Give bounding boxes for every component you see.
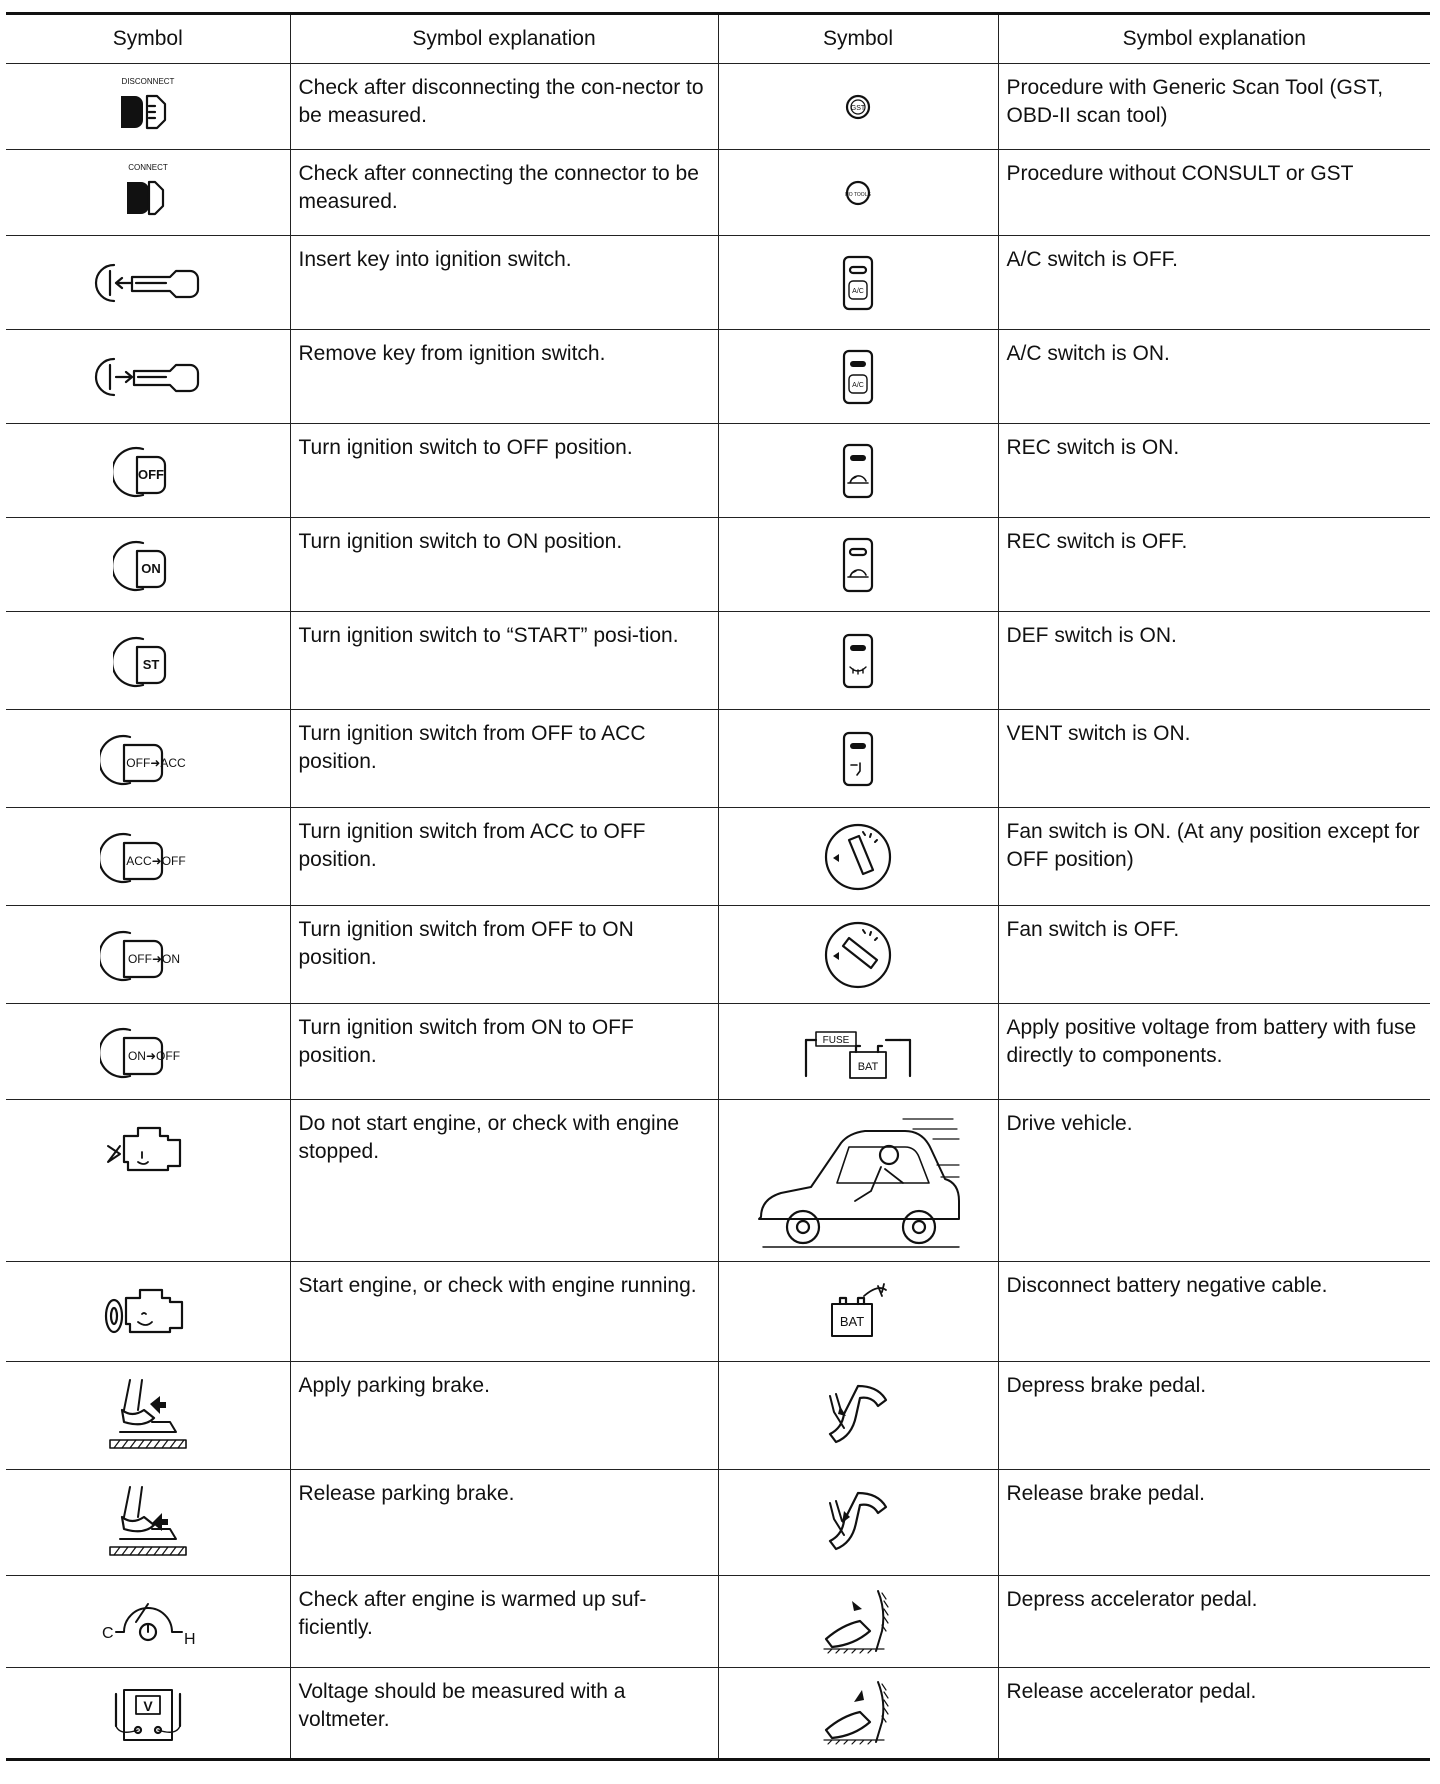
ac-switch-on-icon bbox=[838, 347, 878, 407]
symbol-cell bbox=[718, 1262, 998, 1362]
table-row bbox=[6, 1668, 1430, 1760]
explanation-cell: Check after disconnecting the con-nector to be measured. bbox=[290, 64, 718, 150]
table-row bbox=[6, 236, 1430, 330]
symbol-cell bbox=[718, 710, 998, 808]
explanation-cell: Turn ignition switch from ON to OFF position. bbox=[290, 1004, 718, 1100]
symbol-table-sheet bbox=[6, 12, 1430, 1774]
engine-stopped-icon bbox=[100, 1118, 196, 1178]
symbol-cell bbox=[6, 1470, 290, 1576]
explanation-cell: Voltage should be measured with a voltmeter. bbox=[290, 1668, 718, 1760]
symbol-cell bbox=[6, 1362, 290, 1470]
table-row bbox=[6, 1576, 1430, 1668]
drive-vehicle-icon bbox=[753, 1107, 963, 1255]
ignition-off-on-icon bbox=[100, 925, 196, 985]
symbol-cell bbox=[718, 1470, 998, 1576]
symbol-cell bbox=[718, 1668, 998, 1760]
explanation-cell: Fan switch is ON. (At any position except for OFF position) bbox=[998, 808, 1430, 906]
table-row bbox=[6, 64, 1430, 150]
symbol-cell bbox=[6, 1576, 290, 1668]
symbol-cell bbox=[718, 906, 998, 1004]
explanation-cell: Fan switch is OFF. bbox=[998, 906, 1430, 1004]
symbol-cell bbox=[718, 1576, 998, 1668]
explanation-cell: Turn ignition switch to “START” posi-tion. bbox=[290, 612, 718, 710]
symbol-cell bbox=[6, 612, 290, 710]
explanation-cell: Depress accelerator pedal. bbox=[998, 1576, 1430, 1668]
depress-brake-pedal-icon bbox=[818, 1376, 898, 1456]
svg-text:ON: ON bbox=[141, 560, 161, 576]
svg-text:A/C: A/C bbox=[852, 287, 864, 295]
symbol-cell bbox=[6, 1004, 290, 1100]
explanation-cell: Disconnect battery negative cable. bbox=[998, 1262, 1430, 1362]
svg-text:BAT: BAT bbox=[857, 1060, 879, 1073]
symbol-cell bbox=[718, 236, 998, 330]
rec-switch-off-icon bbox=[838, 535, 878, 595]
explanation-cell: Remove key from ignition switch. bbox=[290, 330, 718, 424]
symbol-cell bbox=[718, 808, 998, 906]
explanation-cell: A/C switch is OFF. bbox=[998, 236, 1430, 330]
table-row bbox=[6, 424, 1430, 518]
gst-icon bbox=[838, 87, 878, 127]
ignition-acc-off-icon bbox=[100, 827, 196, 887]
table-row bbox=[6, 710, 1430, 808]
table-row bbox=[6, 1100, 1430, 1262]
table-row bbox=[6, 1262, 1430, 1362]
ignition-off-icon bbox=[113, 441, 183, 501]
svg-text:OFF➜ON: OFF➜ON bbox=[127, 951, 180, 966]
symbol-cell bbox=[718, 330, 998, 424]
explanation-cell: Insert key into ignition switch. bbox=[290, 236, 718, 330]
table-row bbox=[6, 1004, 1430, 1100]
table-row bbox=[6, 808, 1430, 906]
explanation-cell: Procedure with Generic Scan Tool (GST, OBD-II scan tool) bbox=[998, 64, 1430, 150]
symbol-cell bbox=[6, 1262, 290, 1362]
explanation-cell: Procedure without CONSULT or GST bbox=[998, 150, 1430, 236]
table-row bbox=[6, 330, 1430, 424]
ignition-on-off-icon bbox=[100, 1022, 196, 1082]
explanation-cell: Depress brake pedal. bbox=[998, 1362, 1430, 1470]
header-symbol-left: Symbol bbox=[6, 14, 290, 64]
symbol-cell bbox=[6, 518, 290, 612]
no-tools-icon bbox=[838, 173, 878, 213]
symbol-cell bbox=[6, 808, 290, 906]
header-explanation-right: Symbol explanation bbox=[998, 14, 1430, 64]
explanation-cell: VENT switch is ON. bbox=[998, 710, 1430, 808]
symbol-cell bbox=[6, 1100, 290, 1262]
table-row bbox=[6, 150, 1430, 236]
explanation-cell: Check after engine is warmed up suf-ficiently. bbox=[290, 1576, 718, 1668]
connect-connector-icon bbox=[103, 160, 193, 226]
def-switch-on-icon bbox=[838, 631, 878, 691]
symbol-cell bbox=[6, 330, 290, 424]
symbol-cell bbox=[718, 612, 998, 710]
symbol-cell bbox=[718, 1100, 998, 1262]
explanation-cell: DEF switch is ON. bbox=[998, 612, 1430, 710]
symbol-cell bbox=[6, 1668, 290, 1760]
symbol-cell bbox=[718, 1004, 998, 1100]
explanation-cell: Turn ignition switch to ON position. bbox=[290, 518, 718, 612]
explanation-cell: Do not start engine, or check with engine stopped. bbox=[290, 1100, 718, 1262]
explanation-cell: REC switch is ON. bbox=[998, 424, 1430, 518]
svg-text:DISCONNECT: DISCONNECT bbox=[121, 76, 175, 86]
svg-text:NO TOOLS: NO TOOLS bbox=[845, 191, 871, 198]
disconnect-connector-icon bbox=[103, 74, 193, 140]
table-row bbox=[6, 612, 1430, 710]
apply-parking-brake-icon bbox=[100, 1376, 196, 1456]
engine-warm-icon bbox=[88, 1592, 208, 1652]
ac-switch-off-icon bbox=[838, 253, 878, 313]
svg-text:BAT: BAT bbox=[839, 1313, 865, 1329]
fan-switch-off-icon bbox=[823, 920, 893, 990]
vent-switch-on-icon bbox=[838, 729, 878, 789]
svg-text:OFF: OFF bbox=[137, 466, 164, 482]
table-row bbox=[6, 518, 1430, 612]
insert-key-icon bbox=[88, 253, 208, 313]
ignition-on-icon bbox=[113, 535, 183, 595]
svg-text:ST: ST bbox=[142, 656, 160, 672]
explanation-cell: Turn ignition switch from OFF to ON position. bbox=[290, 906, 718, 1004]
table-row bbox=[6, 1362, 1430, 1470]
explanation-cell: A/C switch is ON. bbox=[998, 330, 1430, 424]
symbol-table bbox=[6, 12, 1430, 1761]
svg-text:H: H bbox=[183, 1630, 196, 1648]
svg-text:FUSE: FUSE bbox=[822, 1034, 850, 1046]
fuse-battery-icon bbox=[798, 1020, 918, 1084]
explanation-cell: Release parking brake. bbox=[290, 1470, 718, 1576]
explanation-cell: Turn ignition switch from ACC to OFF position. bbox=[290, 808, 718, 906]
symbol-cell bbox=[718, 518, 998, 612]
rec-switch-on-icon bbox=[838, 441, 878, 501]
explanation-cell: Release brake pedal. bbox=[998, 1470, 1430, 1576]
release-accelerator-icon bbox=[818, 1678, 898, 1748]
battery-disconnect-icon bbox=[818, 1280, 898, 1344]
header-explanation-left: Symbol explanation bbox=[290, 14, 718, 64]
symbol-cell bbox=[6, 424, 290, 518]
svg-text:C: C bbox=[101, 1624, 114, 1642]
explanation-cell: Drive vehicle. bbox=[998, 1100, 1430, 1262]
ignition-off-acc-icon bbox=[100, 729, 196, 789]
svg-text:OFF➜ACC: OFF➜ACC bbox=[126, 755, 186, 770]
explanation-cell: Turn ignition switch from OFF to ACC position. bbox=[290, 710, 718, 808]
svg-text:V: V bbox=[143, 1698, 153, 1714]
symbol-cell bbox=[6, 150, 290, 236]
svg-text:ACC➜OFF: ACC➜OFF bbox=[126, 853, 186, 868]
symbol-cell bbox=[718, 150, 998, 236]
symbol-cell bbox=[718, 64, 998, 150]
voltmeter-icon bbox=[108, 1680, 188, 1746]
explanation-cell: Check after connecting the connector to be measured. bbox=[290, 150, 718, 236]
explanation-cell: Apply parking brake. bbox=[290, 1362, 718, 1470]
release-brake-pedal-icon bbox=[818, 1483, 898, 1563]
explanation-cell: Turn ignition switch to OFF position. bbox=[290, 424, 718, 518]
table-row bbox=[6, 906, 1430, 1004]
header-symbol-right: Symbol bbox=[718, 14, 998, 64]
symbol-cell bbox=[6, 236, 290, 330]
explanation-cell: Release accelerator pedal. bbox=[998, 1668, 1430, 1760]
svg-text:ON➜OFF: ON➜OFF bbox=[127, 1048, 180, 1063]
symbol-cell bbox=[718, 424, 998, 518]
remove-key-icon bbox=[88, 347, 208, 407]
explanation-cell: REC switch is OFF. bbox=[998, 518, 1430, 612]
explanation-cell: Start engine, or check with engine running. bbox=[290, 1262, 718, 1362]
svg-text:A/C: A/C bbox=[852, 381, 864, 389]
header-row bbox=[6, 14, 1430, 64]
symbol-cell bbox=[6, 64, 290, 150]
release-parking-brake-icon bbox=[100, 1483, 196, 1563]
svg-text:GST: GST bbox=[850, 104, 866, 112]
table-row bbox=[6, 1470, 1430, 1576]
symbol-cell bbox=[718, 1362, 998, 1470]
symbol-cell bbox=[6, 906, 290, 1004]
symbol-cell bbox=[6, 710, 290, 808]
ignition-start-icon bbox=[113, 631, 183, 691]
engine-running-icon bbox=[100, 1280, 196, 1344]
explanation-cell: Apply positive voltage from battery with fuse directly to components. bbox=[998, 1004, 1430, 1100]
fan-switch-on-icon bbox=[823, 822, 893, 892]
svg-text:CONNECT: CONNECT bbox=[127, 162, 168, 172]
depress-accelerator-icon bbox=[818, 1587, 898, 1657]
